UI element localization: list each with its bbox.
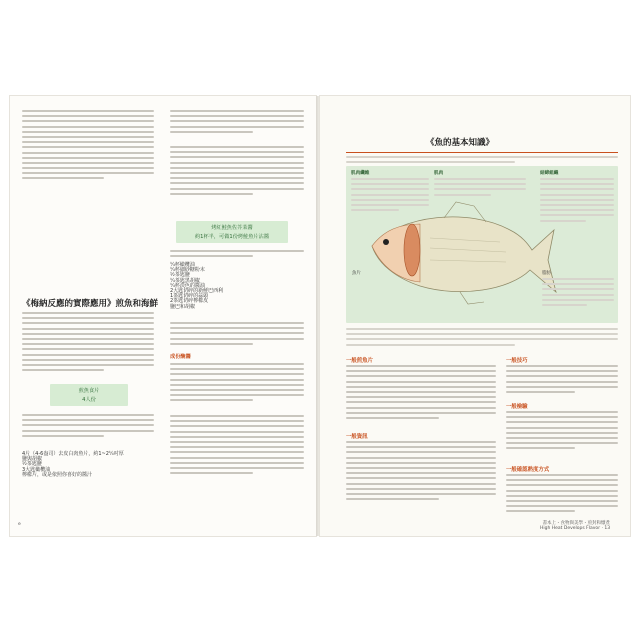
callout-muscle: 肌肉: [434, 171, 444, 176]
text-line: [22, 435, 104, 437]
text-line: [22, 157, 154, 159]
left-paragraph-7: [170, 322, 304, 348]
text-line: [540, 178, 614, 180]
text-line: [434, 183, 526, 185]
text-line: [22, 115, 154, 117]
text-line: [170, 425, 304, 427]
left-paragraph-6: [170, 250, 304, 260]
recipe-box-fish-servings: 4人份: [82, 397, 96, 403]
text-line: [346, 412, 496, 414]
text-line: [506, 432, 618, 434]
text-line: [170, 415, 304, 417]
text-line: [170, 399, 253, 401]
text-line: [22, 126, 154, 128]
text-line: [346, 391, 496, 393]
left-paragraph-4: [170, 110, 304, 136]
text-line: [506, 484, 618, 486]
text-line: [542, 299, 614, 301]
text-line: [351, 178, 429, 180]
recipe-box-salmon-yield: 約1杯半，可做1份烤鮭魚片沾醬: [194, 234, 270, 240]
text-line: [506, 479, 618, 481]
text-line: [170, 363, 304, 365]
text-line: [22, 152, 154, 154]
text-line: [346, 472, 496, 474]
text-line: [506, 495, 618, 497]
text-line: [170, 472, 253, 474]
text-line: [170, 167, 304, 169]
recipe-box-fish-title: 煎魚食片: [78, 388, 100, 394]
text-line: [170, 457, 304, 459]
left-paragraph-3: [22, 414, 154, 440]
text-line: [346, 344, 515, 346]
text-line: [22, 136, 154, 138]
text-line: [22, 354, 154, 356]
text-line: [540, 194, 614, 196]
text-line: [346, 328, 618, 330]
ingredients-list-1: [22, 452, 154, 478]
right-body-right-1: [506, 365, 618, 396]
text-line: [22, 110, 154, 112]
text-line: [434, 178, 526, 180]
recipe-box-salmon-title: 烤紅鮭魚佐芥茉醬: [211, 225, 253, 231]
text-line: [434, 188, 526, 190]
text-line: [346, 446, 496, 448]
text-line: [170, 338, 304, 340]
text-line: [22, 338, 154, 340]
text-line: [346, 488, 496, 490]
text-line: [351, 188, 429, 190]
text-line: [346, 375, 496, 377]
text-line: [542, 283, 614, 285]
text-line: [170, 172, 304, 174]
text-line: [170, 182, 304, 184]
text-line: [170, 467, 304, 469]
text-line: [346, 457, 496, 459]
text-line: [542, 304, 587, 306]
text-line: [22, 141, 154, 143]
title-rule: [346, 152, 618, 153]
callout-fillet: 魚片: [352, 271, 361, 276]
text-line: [22, 162, 154, 164]
text-line: [170, 451, 304, 453]
ingredients-list-2: [170, 263, 304, 310]
left-folio: e: [18, 522, 21, 527]
text-line: [506, 375, 618, 377]
text-line: [346, 493, 496, 495]
text-line: [170, 384, 304, 386]
text-line: [22, 364, 154, 366]
callout-fat: 脂肪: [542, 271, 551, 276]
right-body-intro: [346, 328, 618, 349]
right-body-left-2: [346, 441, 496, 503]
text-line: [170, 115, 304, 117]
text-line: [506, 381, 618, 383]
text-line: [346, 333, 618, 335]
text-line: [170, 156, 304, 158]
text-line: [170, 436, 304, 438]
text-line: [170, 110, 304, 112]
text-line: [170, 420, 304, 422]
left-paragraph-2: [22, 312, 154, 374]
text-line: [170, 446, 304, 448]
text-line: [22, 131, 154, 133]
text-line: [22, 317, 154, 319]
text-line: [542, 278, 614, 280]
fish-note-d: [542, 278, 614, 309]
text-line: [22, 419, 154, 421]
text-line: [346, 161, 515, 163]
right-body-left-1: [346, 365, 496, 422]
text-line: [542, 294, 614, 296]
text-line: [506, 474, 618, 476]
text-line: [22, 430, 154, 432]
text-line: [22, 333, 154, 335]
text-line: [346, 417, 439, 419]
text-line: [22, 146, 154, 148]
text-line: [346, 396, 496, 398]
text-line: [346, 365, 496, 367]
text-line: [540, 188, 614, 190]
text-line: [506, 411, 618, 413]
text-line: [506, 427, 618, 429]
text-line: [170, 343, 253, 345]
text-line: [170, 368, 304, 370]
text-line: [346, 381, 496, 383]
left-paragraph-1: [22, 110, 154, 183]
text-line: [346, 451, 496, 453]
right-folio: 書本上・食物與美學・煎封和燉煮 High Heat Develops Flavor · 13: [540, 521, 611, 531]
text-line: [170, 120, 304, 122]
text-line: [22, 424, 154, 426]
text-line: [506, 416, 618, 418]
text-line: [506, 490, 618, 492]
text-line: [346, 401, 496, 403]
text-line: [346, 467, 496, 469]
text-line: [346, 370, 496, 372]
text-line: [170, 327, 304, 329]
text-line: [346, 498, 439, 500]
text-line: [170, 162, 304, 164]
callout-connective-tissue: 結締組織: [540, 171, 559, 176]
text-line: [506, 510, 575, 512]
text-line: [506, 386, 618, 388]
left-heading: 《梅納反應的實際應用》煎魚和海鮮: [22, 299, 159, 309]
text-line: [346, 441, 496, 443]
text-line: [22, 177, 104, 179]
text-line: [170, 394, 304, 396]
text-line: [506, 391, 575, 393]
text-line: [22, 343, 154, 345]
recipe-box-salmon: [176, 221, 288, 243]
text-line: [170, 389, 304, 391]
fish-illustration: [360, 200, 560, 310]
head-general-info: 一般資訊: [346, 434, 368, 440]
text-line: [540, 183, 614, 185]
left-paragraph-9: [170, 415, 304, 477]
text-line: [170, 250, 304, 252]
text-line: [506, 500, 618, 502]
text-line: [346, 477, 496, 479]
text-line: [346, 407, 496, 409]
text-line: [170, 379, 304, 381]
text-line: [170, 188, 304, 190]
text-line: [506, 447, 575, 449]
recipe-box-fish: [50, 384, 128, 406]
text-line: [170, 441, 304, 443]
text-line: [170, 146, 304, 148]
text-line: [22, 172, 154, 174]
ingredients-2-text: ¼杯橄欖油 ¼杯細砂糖粉末 ½茶匙鹽 ¼茶匙黑胡椒 ¼杯淡色的醬油 2大匙切碎的新鮮巴西利 1茶匙切碎的蒜頭 2茶匙切碎檸檬皮 鹽巴和胡椒: [170, 262, 224, 310]
text-line: [506, 421, 618, 423]
text-line: [170, 431, 304, 433]
text-line: [22, 167, 154, 169]
text-line: [506, 365, 618, 367]
text-line: [170, 332, 304, 334]
text-line: [506, 370, 618, 372]
text-line: [346, 386, 496, 388]
head-doneness: 一般確認熟度方式: [506, 467, 550, 473]
text-line: [346, 338, 618, 340]
text-line: [542, 288, 614, 290]
text-line: [22, 328, 154, 330]
text-line: [22, 120, 154, 122]
left-paragraph-8: [170, 363, 304, 405]
text-line: [170, 193, 253, 195]
text-line: [170, 151, 304, 153]
text-line: [346, 462, 496, 464]
text-line: [351, 183, 429, 185]
right-body-right-2: [506, 411, 618, 453]
section-label: 成份醃醬: [170, 354, 191, 360]
right-title: 《魚的基本知識》: [425, 138, 494, 148]
text-line: [22, 369, 104, 371]
fish-note-b: [434, 178, 526, 199]
text-line: [170, 255, 253, 257]
text-line: [506, 442, 618, 444]
text-line: [22, 414, 154, 416]
head-pan-fish: 一般煎魚片: [346, 358, 373, 364]
head-technique: 一般技巧: [506, 358, 528, 364]
head-inspection: 一般檢驗: [506, 404, 528, 410]
text-line: [346, 483, 496, 485]
text-line: [351, 194, 429, 196]
right-intro: [346, 156, 618, 166]
callout-muscle-fibers: 肌肉纖維: [351, 171, 370, 176]
text-line: [170, 131, 253, 133]
text-line: [506, 505, 618, 507]
text-line: [170, 322, 304, 324]
text-line: [346, 156, 618, 158]
text-line: [170, 126, 304, 128]
text-line: [22, 322, 154, 324]
left-paragraph-5: [170, 146, 304, 198]
text-line: [22, 312, 154, 314]
text-line: [434, 194, 491, 196]
text-line: [170, 373, 304, 375]
text-line: [22, 359, 154, 361]
right-body-right-3: [506, 474, 618, 516]
text-line: [170, 462, 304, 464]
text-line: [506, 437, 618, 439]
text-line: [170, 177, 304, 179]
text-line: [22, 348, 154, 350]
ingredients-1-text: 4片（4-6盎司）去皮白肉魚片，約1~2¼吋厚 鹽與胡椒 ½茶匙鹽 3大匙橄欖油 檸檬片，或是依照你喜好的醬汁: [22, 451, 124, 478]
